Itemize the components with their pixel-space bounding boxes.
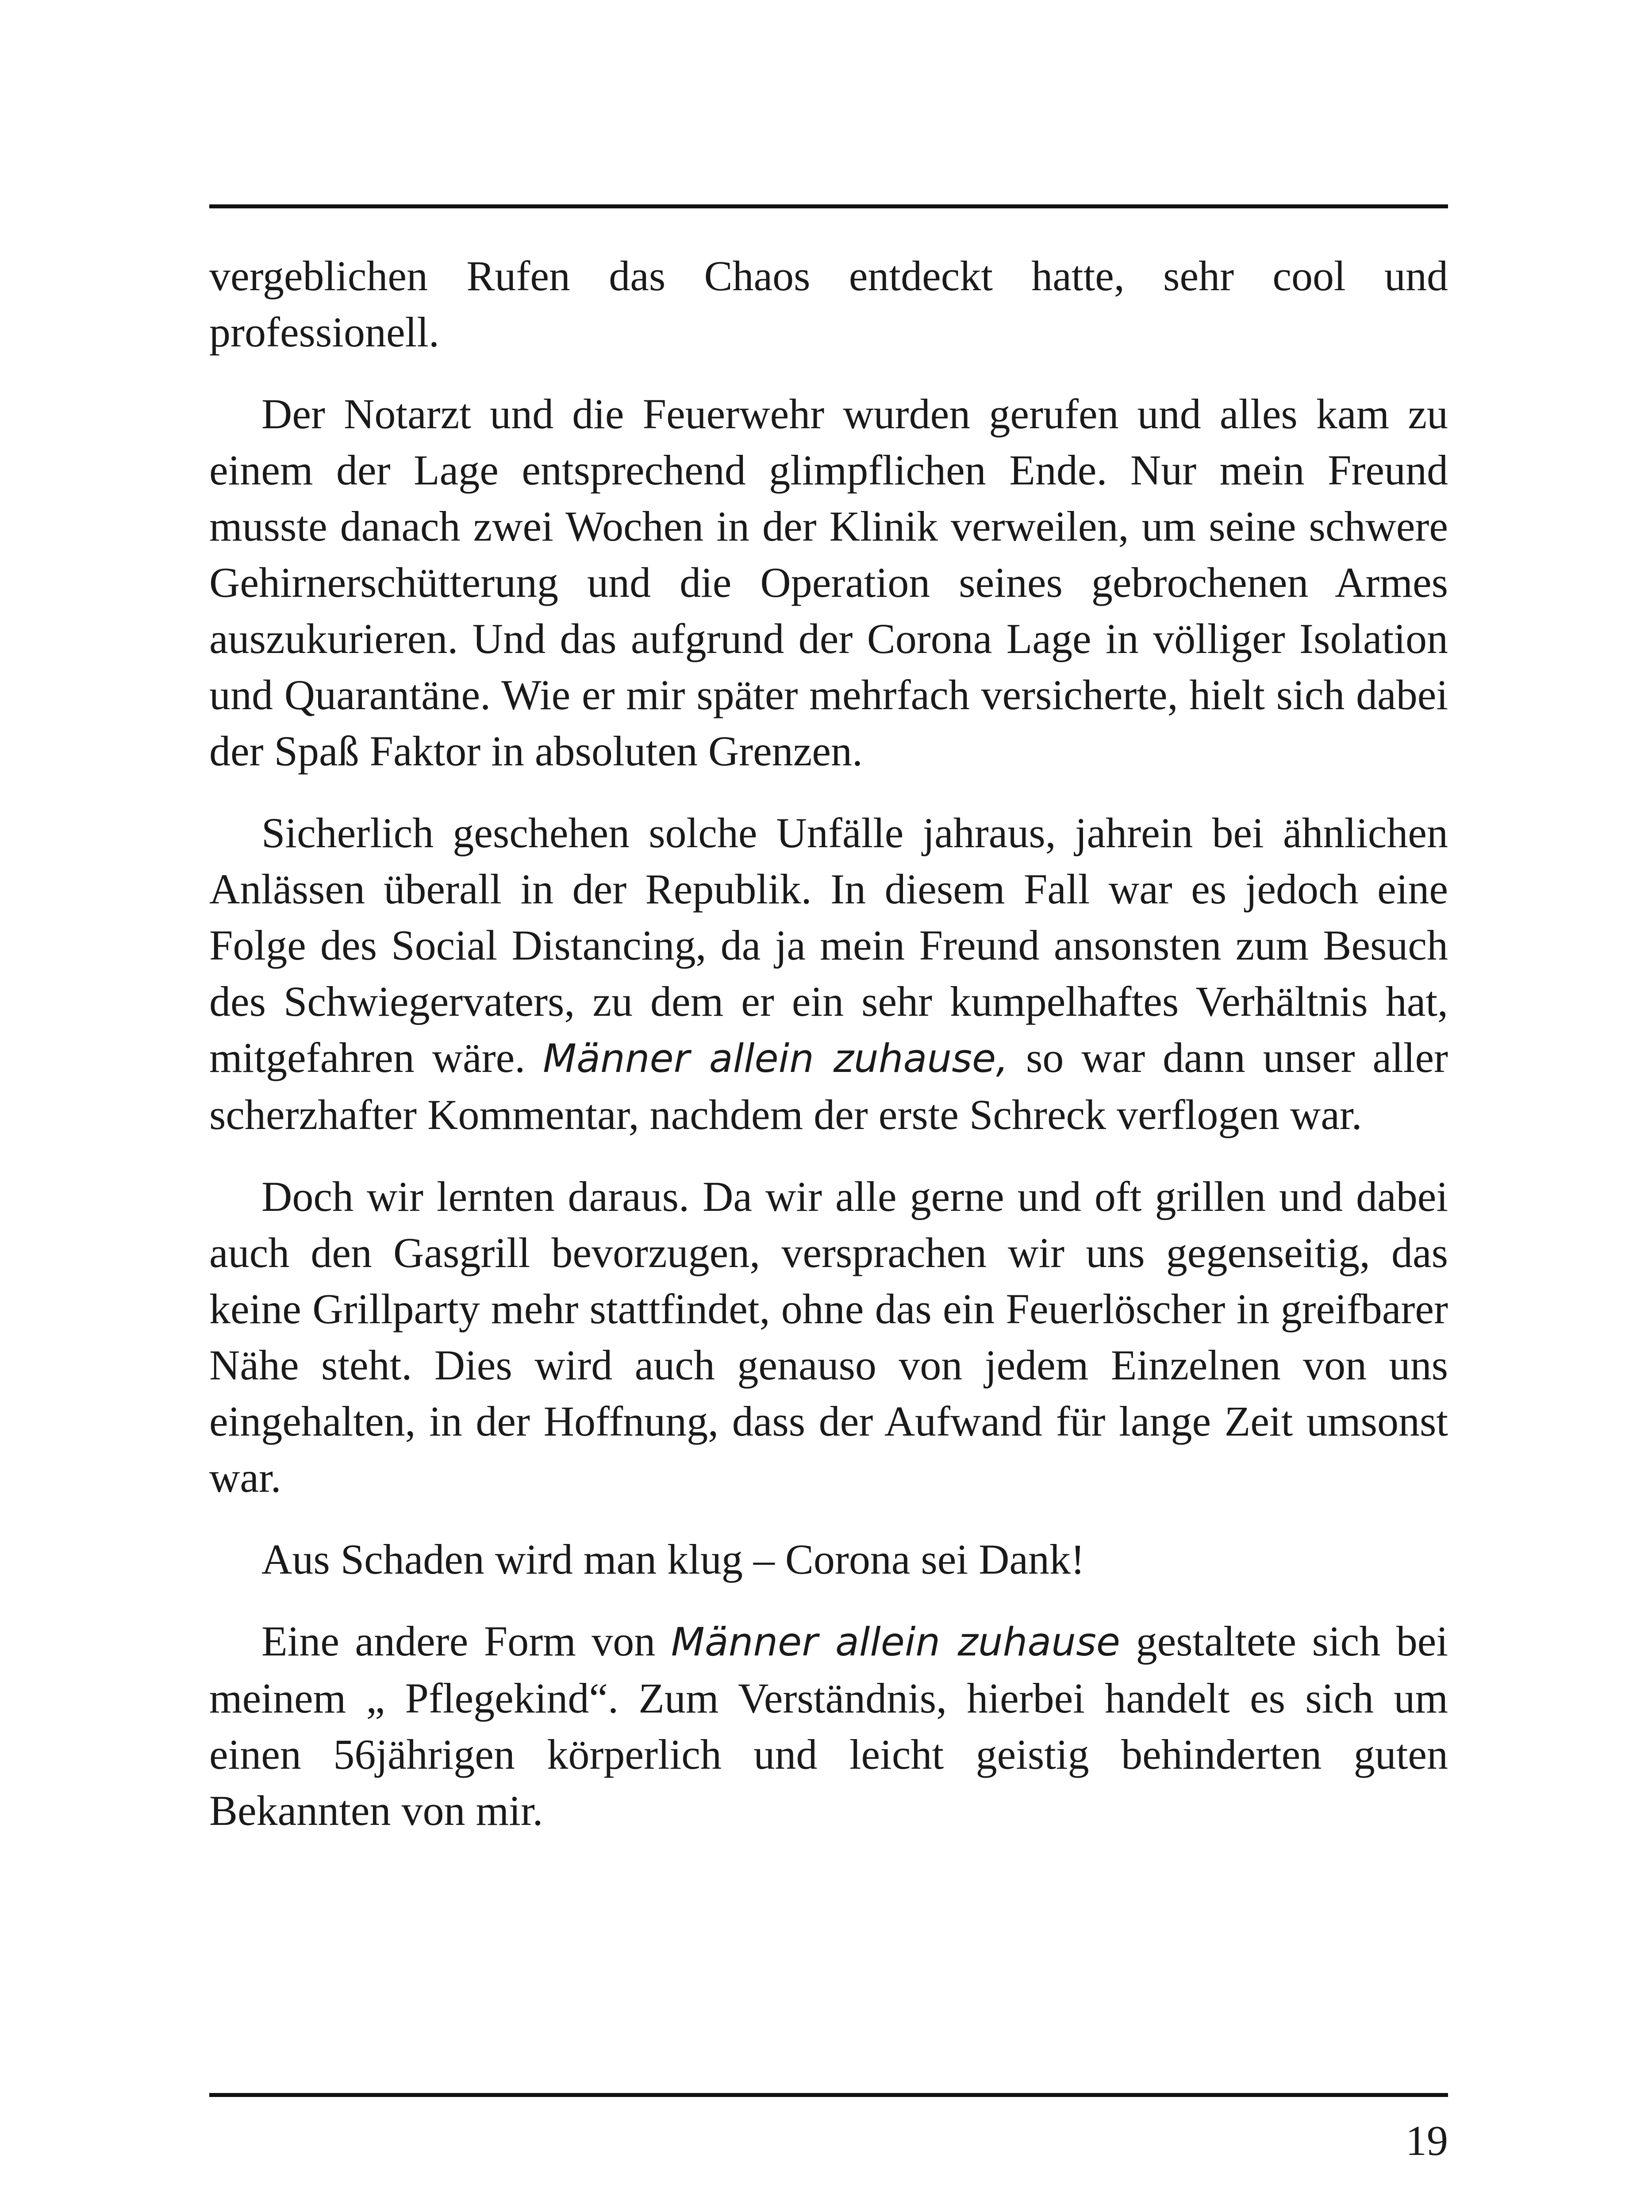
footer-rule bbox=[209, 2093, 1448, 2097]
paragraph-lesson: Doch wir lernten daraus. Da wir alle gerne und oft grillen und dabei auch den Gasgrill bevorzugen, versprachen wir uns gegenseitig, das keine Grillparty mehr stattfindet, ohne das ein Feuerlöscher in greifbarer Nähe steht. Dies wird auch genauso von jedem Einzelnen von uns eingehalten, in der Hoffnung, dass der Aufwand für lange Zeit umsonst war. bbox=[209, 1173, 1448, 1501]
italic-phrase: Männer allein zuhause, bbox=[543, 1036, 1009, 1081]
body-text bbox=[209, 248, 1448, 1839]
italic-phrase: Männer allein zuhause bbox=[671, 1619, 1121, 1665]
paragraph-social-distancing bbox=[209, 805, 1448, 1143]
paragraph-text: gestaltete sich bei meinem „ Pflegekind“. Zum Verständnis, hierbei handelt es sich um einen 56jährigen körperlich und leicht geistig behinderten guten Bekannten von mir. bbox=[209, 1617, 1448, 1834]
paragraph-motto: Aus Schaden wird man klug – Corona sei Dank! bbox=[261, 1536, 1085, 1583]
paragraph-text: so war dann unser aller scherzhafter Kommentar, nachdem der erste Schreck verflogen war. bbox=[209, 1034, 1448, 1138]
paragraph-emergency: Der Notarzt und die Feuerwehr wurden gerufen und alles kam zu einem der Lage entsprechend glimpflichen Ende. Nur mein Freund musste danach zwei Wochen in der Klinik verweilen, um seine schwere Gehirnerschütterung und die Operation seines gebrochenen Armes auszukurieren. Und das aufgrund der Corona Lage in völliger Isolation und Quarantäne. Wie er mir später mehrfach versicherte, hielt sich dabei der Spaß Faktor in absoluten Grenzen. bbox=[209, 390, 1448, 775]
page-number: 19 bbox=[1406, 2117, 1448, 2164]
paragraph-text: Eine andere Form von bbox=[261, 1617, 671, 1665]
paragraph-foster-child bbox=[209, 1613, 1448, 1839]
paragraph-text: Sicherlich geschehen solche Unfälle jahraus, jahrein bei ähnlichen Anlässen überall in der Republik. In diesem Fall war es jedoch eine Folge des Social Distancing, da ja mein Freund ansonsten zum Besuch des Schwiegervaters, zu dem er ein sehr kumpelhaftes Verhältnis hat, mitgefahren wäre. bbox=[209, 809, 1448, 1081]
header-rule bbox=[209, 204, 1448, 208]
paragraph-continuation: vergeblichen Rufen das Chaos entdeckt hatte, sehr cool und professionell. bbox=[209, 252, 1448, 356]
